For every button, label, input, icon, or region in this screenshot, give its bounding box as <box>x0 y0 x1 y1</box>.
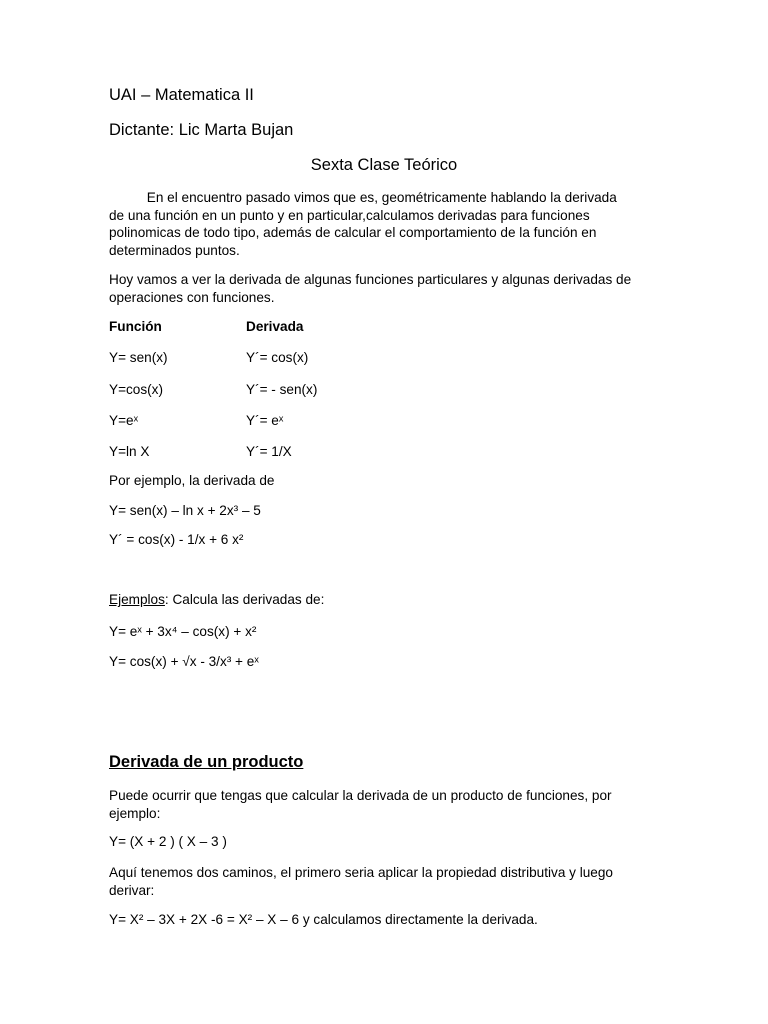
table-row-function: Y=cos(x) <box>109 382 164 397</box>
product-p2-line-1: Aquí tenemos dos caminos, el primero seria aplicar la propiedad distributiva y luego <box>109 865 613 880</box>
table-header-function: Función <box>109 319 162 334</box>
example-derivative: Y´ = cos(x) - 1/x + 6 x² <box>109 532 244 547</box>
product-p2-line-2: derivar: <box>109 882 155 898</box>
product-section-heading: Derivada de un producto <box>109 753 304 771</box>
exercise-2: Y= cos(x) + √x - 3/x³ + eˣ <box>109 654 259 669</box>
exercise-1: Y= eˣ + 3x⁴ – cos(x) + x² <box>109 624 257 639</box>
product-p1-line-2: ejemplo: <box>109 805 161 821</box>
para2-line-1: Hoy vamos a ver la derivada de algunas funciones particulares y algunas derivadas de <box>109 272 632 287</box>
intro-line-2: de una función en un punto y en particular,calculamos derivadas para funciones <box>109 207 590 223</box>
course-title: UAI – Matematica II <box>109 86 254 104</box>
table-row-function: Y=eˣ <box>109 413 139 428</box>
para2-line-2: operaciones con funciones. <box>109 289 275 305</box>
intro-line-1: En el encuentro pasado vimos que es, geométricamente hablando la derivada <box>109 190 617 205</box>
table-row-function: Y= sen(x) <box>109 350 168 365</box>
intro-line-4: determinados puntos. <box>109 242 240 258</box>
example-intro: Por ejemplo, la derivada de <box>109 473 275 488</box>
example-function: Y= sen(x) – ln x + 2x³ – 5 <box>109 503 261 518</box>
intro-paragraph <box>109 189 669 259</box>
product-expanded: Y= X² – 3X + 2X -6 = X² – X – 6 y calculamos directamente la derivada. <box>109 912 538 927</box>
table-row-derivative: Y´= - sen(x) <box>246 382 318 397</box>
instructor-line: Dictante: Lic Marta Bujan <box>109 121 294 139</box>
table-header-derivative: Derivada <box>246 319 304 334</box>
intro-line-3: polinomicas de todo tipo, además de calcular el comportamiento de la función en <box>109 225 597 240</box>
product-example: Y= (X + 2 ) ( X – 3 ) <box>109 834 227 849</box>
product-paragraph-2 <box>109 864 669 899</box>
table-row-derivative: Y´= eˣ <box>246 413 284 428</box>
product-paragraph-1 <box>109 787 669 822</box>
table-row-function: Y=ln X <box>109 444 150 459</box>
table-row-derivative: Y´= 1/X <box>246 444 292 459</box>
table-row-derivative: Y´= cos(x) <box>246 350 309 365</box>
second-paragraph <box>109 271 669 306</box>
exercises-label-underlined: Ejemplos <box>109 592 165 607</box>
lecture-title: Sexta Clase Teórico <box>310 156 458 174</box>
product-p1-line-1: Puede ocurrir que tengas que calcular la derivada de un producto de funciones, por <box>109 788 612 803</box>
exercises-label <box>109 592 324 607</box>
exercises-label-rest: : Calcula las derivadas de: <box>164 592 325 607</box>
